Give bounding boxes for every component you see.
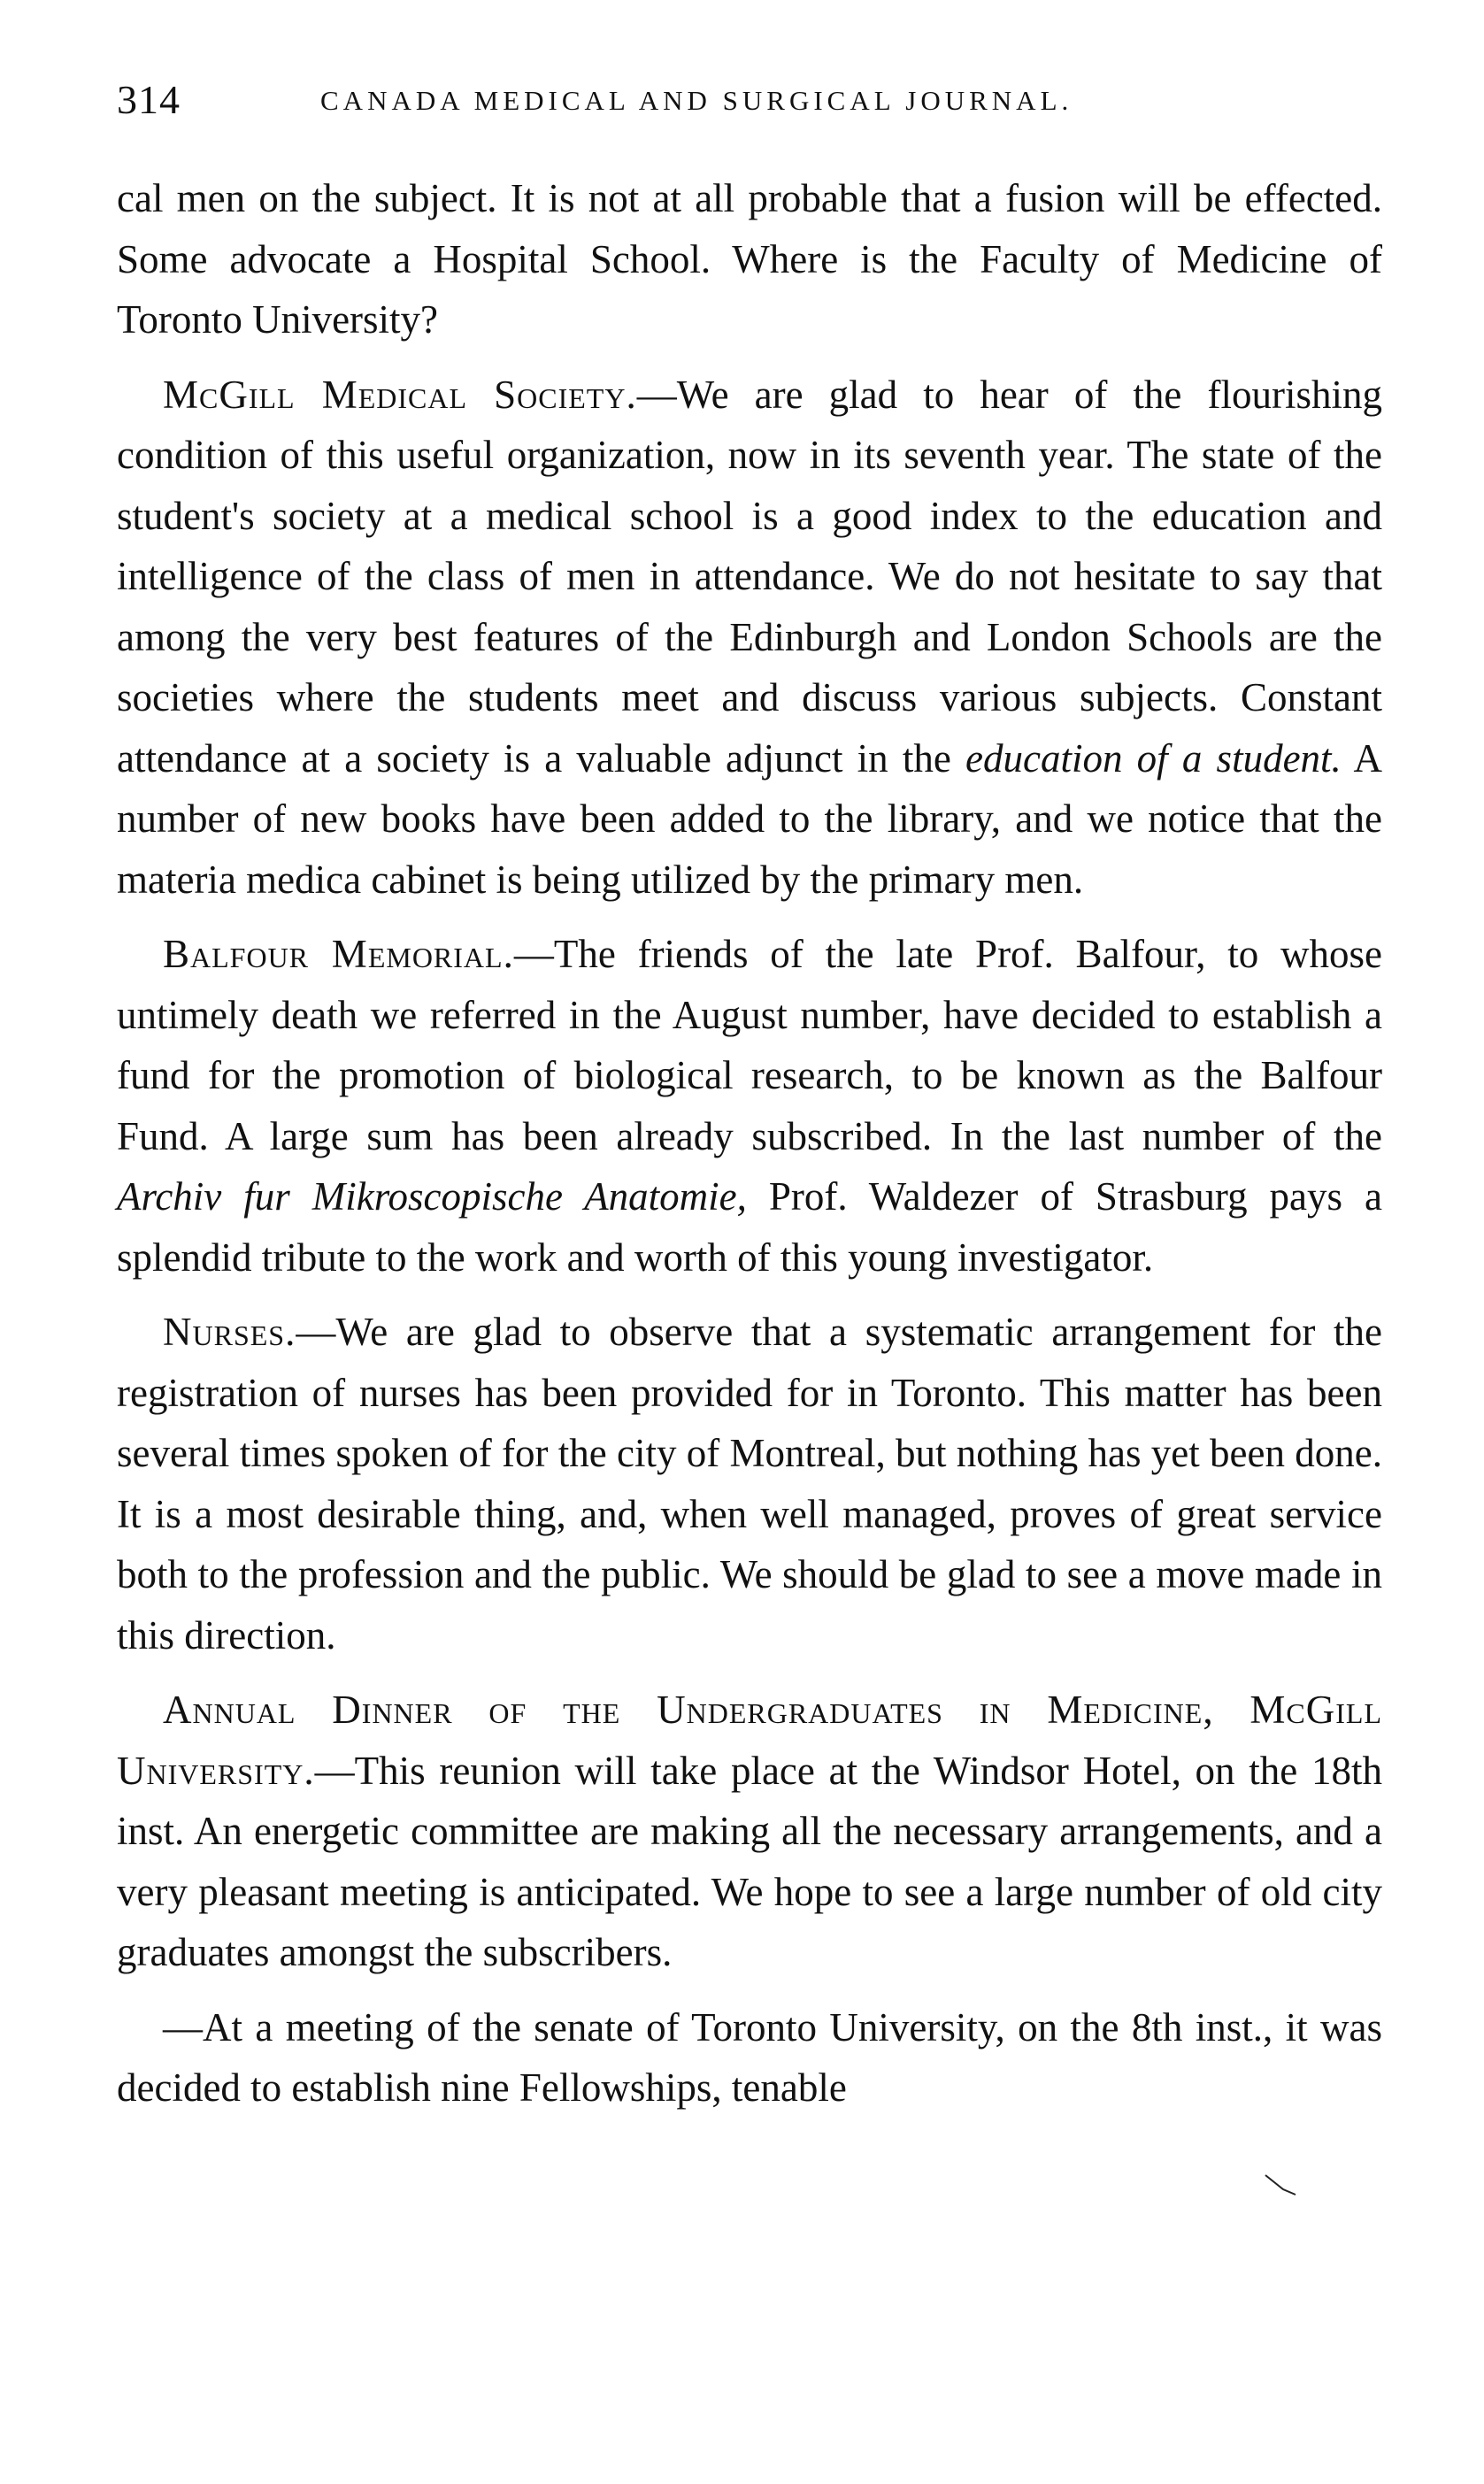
section-heading: Balfour Memorial.	[163, 932, 514, 976]
paragraph-text: cal men on the subject. It is not at all probable that a fusion will be effected. Some advocate a Hospital School. Where is the Faculty of Medicine of Toronto University?	[117, 176, 1382, 342]
journal-title: CANADA MEDICAL AND SURGICAL JOURNAL.	[320, 85, 1073, 116]
paragraph-nurses	[117, 1302, 1382, 1665]
page-number: 314	[117, 77, 181, 122]
italic-phrase: education of a student.	[965, 735, 1342, 781]
running-head	[117, 76, 1382, 129]
italic-journal-name: Archiv fur Mikroscopische Anatomie,	[117, 1174, 747, 1219]
paragraph-text: Prof. Waldezer of Strasburg pays a splendid tribute to the work and worth of this young investigator.	[117, 1174, 1382, 1280]
handwritten-caret-mark	[1264, 2172, 1299, 2198]
paragraph-text: —At a meeting of the senate of Toronto University, on the 8th inst., it was decided to establish nine Fellowships, tenable	[117, 2004, 1382, 2110]
paragraph-continuation	[117, 168, 1382, 350]
paragraph-text: —The friends of the late Prof. Balfour, to whose untimely death we referred in the August number, have decided to establish a fund for the promotion of biological research, to be known as the Balfour Fund. A large sum has been already subscribed. In the last number of the	[117, 932, 1382, 1158]
paragraph-mcgill-medical-society	[117, 365, 1382, 911]
paragraph-annual-dinner	[117, 1680, 1382, 1983]
paragraph-toronto-senate	[117, 1997, 1382, 2119]
paragraph-text: —This reunion will take place at the Windsor Hotel, on the 18th inst. An energetic committee are making all the necessary arrangements, and a very pleasant meeting is anticipated. We hope to see a large number of old city graduates amongst the subscribers.	[117, 1748, 1382, 1974]
paragraph-text: —We are glad to hear of the flourishing condition of this useful organization, now in its seventh year. The state of the student's society at a medical school is a good index to the education and intelligence of the class of men in attendance. We do not hesitate to say that among the very best features of the Edinburgh and London Schools are the societies where the students meet and discuss various subjects. Constant attendance at a society is a valuable adjunct in the	[117, 372, 1382, 781]
paragraph-text: A number of new books have been added to the library, and we notice that the materia medica cabinet is being utilized by the primary men.	[117, 735, 1383, 902]
paragraph-text: —We are glad to observe that a systematic arrangement for the registration of nurses has been provided for in Toronto. This matter has been several times spoken of for the city of Montreal, but nothing has yet been done. It is a most desirable thing, and, when well managed, proves of great service both to the profession and the public. We should be glad to see a move made in this direction.	[117, 1310, 1382, 1657]
section-heading: Annual Dinner of the Undergraduates in Medicine, McGill University.	[117, 1688, 1382, 1793]
section-heading: McGill Medical Society.	[163, 372, 637, 417]
article-body	[117, 168, 1382, 2119]
paragraph-balfour-memorial	[117, 924, 1382, 1288]
section-heading: Nurses.	[163, 1310, 296, 1354]
